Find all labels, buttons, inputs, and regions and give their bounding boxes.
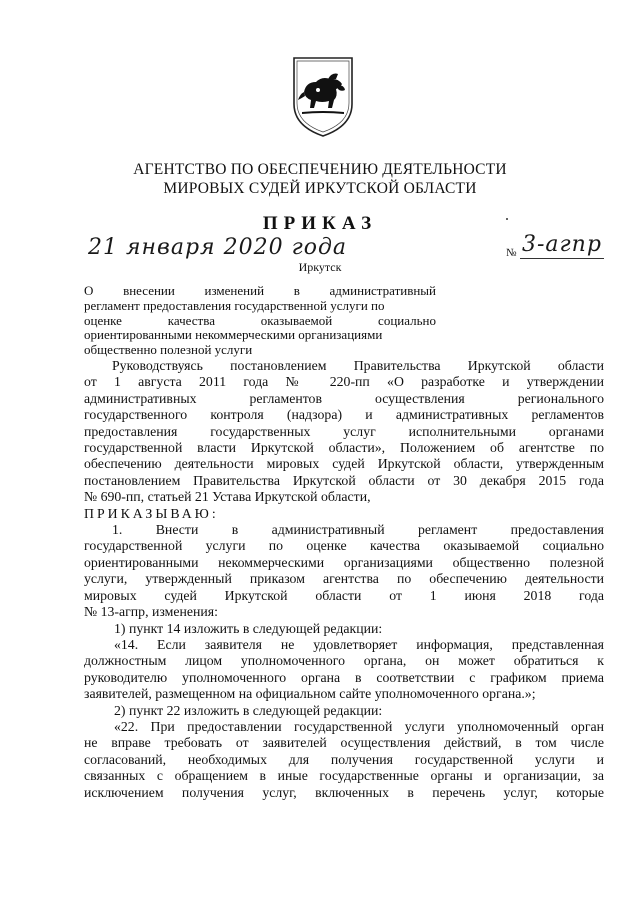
preamble-line: государственной власти Иркутской области», Положением об агентстве по	[84, 440, 604, 456]
quote22-line: «22. При предоставлении государственной услуги уполномоченный орган	[114, 718, 604, 734]
preamble-line: Руководствуясь постановлением Правительства Иркутской области	[112, 358, 604, 373]
item1-line: 1. Внести в административный регламент предоставления	[112, 522, 604, 538]
item1-line: государственной услуги по оценке качества оказываемой социально	[84, 538, 604, 554]
preamble-line: от 1 августа 2011 года № 220-пп «О разработке и утверждении	[84, 374, 604, 390]
quote14-line: заявителей, размещенном на официальном сайте уполномоченного органа.»;	[84, 686, 536, 702]
subject-line: О внесении изменений в административный	[84, 283, 436, 298]
item1-line: мировых судей Иркутской области от 1 июня 2018 года	[84, 587, 604, 603]
quote14-line: «14. Если заявителя не удовлетворяет информация, представленная	[114, 636, 604, 652]
agency-name-line1: АГЕНТСТВО ПО ОБЕСПЕЧЕНИЮ ДЕЯТЕЛЬНОСТИ	[133, 161, 507, 178]
item1-line: услуги, утвержденный приказом агентства по обеспечению деятельности	[84, 571, 604, 587]
subitem-1: 1) пункт 14 изложить в следующей редакции:	[114, 620, 383, 636]
preamble-line: № 690-пп, статьей 21 Устава Иркутской области,	[84, 489, 371, 505]
subject-line: ориентированными некоммерческими организациями	[84, 327, 383, 343]
number-underline	[520, 258, 604, 259]
handwritten-number: 3-агпр	[522, 232, 602, 257]
subject-line: регламент предоставления государственной услуги по	[84, 297, 385, 313]
city-label: Иркутск	[298, 260, 342, 274]
preamble-line: административных регламентов осуществления регионального	[84, 390, 604, 406]
order-body	[84, 358, 604, 801]
preamble-line: государственного контроля (надзора) и административных регламентов	[84, 407, 604, 423]
subitem-2: 2) пункт 22 изложить в следующей редакции:	[114, 702, 383, 718]
order-word: ПРИКАЗЫВАЮ:	[84, 505, 219, 521]
quote22-line: согласований, необходимых для получения государственной услуги и	[84, 751, 604, 767]
document-type-title: ПРИКАЗ	[262, 213, 378, 234]
item1-line: № 13-агпр, изменения:	[84, 604, 218, 620]
quote22-line: не вправе требовать от заявителей осуществления действий, в том числе	[84, 735, 604, 751]
quote22-line: связанных с обращением в иные государственные органы и организации, за	[84, 768, 604, 784]
quote14-line: должностным лицом уполномоченного органа, он может обратиться к	[84, 653, 604, 669]
item1-line: ориентированными некоммерческими организациями общественно полезной	[84, 554, 604, 570]
preamble-line: обеспечению деятельности мировых судей Иркутской области, утвержденным	[84, 456, 604, 472]
coat-of-arms-icon	[288, 52, 358, 140]
quote22-line: исключением получения услуг, включенных в перечень услуг, которые	[84, 784, 604, 800]
handwritten-date: 21 января 2020 года	[88, 235, 348, 260]
quote14-line: руководителю уполномоченного органа в соответствии с графиком приема	[84, 669, 604, 685]
order-subject	[84, 284, 436, 358]
subject-line: оценке качества оказываемой социально	[84, 312, 436, 328]
preamble-line: постановлением Правительства Иркутской области от 30 декабря 2015 года	[84, 472, 604, 488]
preamble-line: предоставления государственных услуг исполнительными органами	[84, 423, 604, 439]
subject-line: общественно полезной услуги	[84, 342, 253, 358]
number-prefix: №	[506, 247, 517, 259]
agency-name-line2: МИРОВЫХ СУДЕЙ ИРКУТСКОЙ ОБЛАСТИ	[163, 180, 477, 197]
